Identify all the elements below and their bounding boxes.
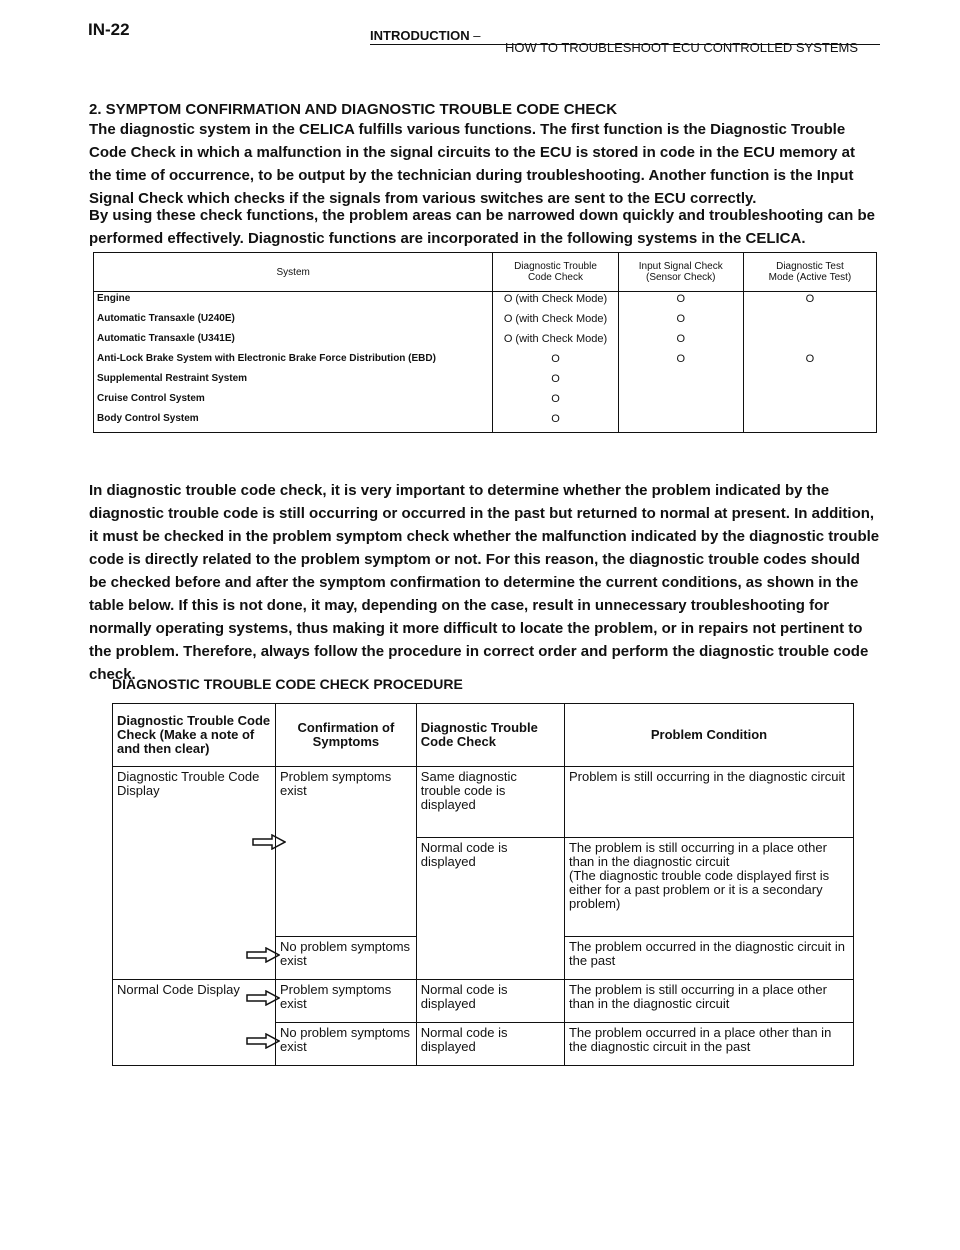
table-row: Anti-Lock Brake System with Electronic Brake Force Distribution (EBD) O O O bbox=[94, 352, 877, 372]
procedure-table bbox=[112, 703, 854, 1066]
procedure-heading: DIAGNOSTIC TROUBLE CODE CHECK PROCEDURE bbox=[112, 676, 463, 692]
symptoms-exist-cell: Problem symptoms exist bbox=[276, 980, 417, 1023]
systems-header-test: Diagnostic Test Mode (Active Test) bbox=[743, 253, 876, 292]
intro-paragraph-2: By using these check functions, the problem areas can be narrowed down quickly and troubleshooting can be performed effectively. Diagnostic functions are incorporated in the following systems in the CELICA. bbox=[89, 207, 875, 247]
table-row: Automatic Transaxle (U240E) O (with Check Mode) O bbox=[94, 312, 877, 332]
symptoms-exist-cell: Problem symptoms exist bbox=[276, 767, 417, 937]
no-symptoms-cell: No problem symptoms exist bbox=[276, 1023, 417, 1066]
table-row: Body Control System O bbox=[94, 412, 877, 433]
normal-display-cell: Normal Code Display bbox=[113, 980, 276, 1066]
normal-code-cell: Normal code is displayed bbox=[416, 838, 564, 980]
condition-cell: Problem is still occurring in the diagnostic circuit bbox=[564, 767, 853, 838]
section-heading: 2. SYMPTOM CONFIRMATION AND DIAGNOSTIC TROUBLE CODE CHECK bbox=[89, 101, 618, 118]
page-header bbox=[370, 28, 858, 55]
normal-code-cell: Normal code is displayed bbox=[416, 980, 564, 1023]
condition-cell: The problem is still occurring in a place other than in the diagnostic circuit (The diagnostic trouble code displayed first is either for a past problem or it is a secondary problem) bbox=[564, 838, 853, 937]
header-section: INTRODUCTION bbox=[370, 28, 470, 43]
arrow-right-icon bbox=[252, 834, 412, 853]
page-number: IN-22 bbox=[88, 20, 130, 39]
no-symptoms-cell: No problem symptoms exist bbox=[276, 937, 417, 980]
proc-header-dtc-second: Diagnostic Trouble Code Check bbox=[416, 704, 564, 767]
condition-cell: The problem occurred in the diagnostic circuit in the past bbox=[564, 937, 853, 980]
table-row: Supplemental Restraint System O bbox=[94, 372, 877, 392]
header-title: HOW TO TROUBLESHOOT ECU CONTROLLED SYSTEMS bbox=[505, 40, 858, 55]
condition-cell: The problem is still occurring in a place other than in the diagnostic circuit bbox=[564, 980, 853, 1023]
table-row bbox=[113, 767, 854, 838]
table-row: Engine O (with Check Mode) O O bbox=[94, 292, 877, 313]
proc-header-dtc-first: Diagnostic Trouble Code Check (Make a note of and then clear) bbox=[113, 704, 276, 767]
condition-cell: The problem occurred in a place other than in the diagnostic circuit in the past bbox=[564, 1023, 853, 1066]
systems-header-dtc: Diagnostic Trouble Code Check bbox=[493, 253, 618, 292]
proc-header-condition: Problem Condition bbox=[564, 704, 853, 767]
arrow-right-icon bbox=[246, 947, 280, 963]
table-row: Cruise Control System O bbox=[94, 392, 877, 412]
normal-code-cell: Normal code is displayed bbox=[416, 1023, 564, 1066]
systems-header-system: System bbox=[94, 253, 493, 292]
body-paragraph-3: In diagnostic trouble code check, it is very important to determine whether the problem indicated by the diagnostic trouble code is still occurring or occurred in the past but returned to normal at present. In addition, it must be checked in the problem symptom check whether the malfunction indicated by the diagnostic trouble code is directly related to the problem symptom or not. For this reason, the diagnostic trouble codes should be checked before and after the symptom confirmation to determine the current conditions, as shown in the table below. If this is not done, it may, depending on the case, result in unnecessary troubleshooting for normally operating systems, thus making it more difficult to locate the problem, or in repairs not pertinent to the problem. Therefore, always follow the procedure in correct order and perform the diagnostic trouble code check. bbox=[89, 482, 880, 683]
systems-header-input: Input Signal Check (Sensor Check) bbox=[618, 253, 743, 292]
arrow-right-icon bbox=[246, 1033, 280, 1049]
systems-table bbox=[93, 252, 877, 433]
intro-paragraph-1: The diagnostic system in the CELICA fulfills various functions. The first function is the Diagnostic Trouble Code Check in which a malfunction in the signal circuits to the ECU is stored in code in the ECU memory at the time of occurrence, to be output by the technician during troubleshooting. Another function is the Input Signal Check which checks if the signals from various switches are sent to the ECU correctly. bbox=[89, 121, 855, 207]
proc-header-confirmation: Confirmation of Symptoms bbox=[276, 704, 417, 767]
table-row bbox=[113, 980, 854, 1023]
arrow-right-icon bbox=[246, 990, 280, 1006]
dtc-display-cell: Diagnostic Trouble Code Display bbox=[113, 767, 276, 980]
header-separator: – bbox=[473, 28, 481, 43]
header-rule bbox=[370, 44, 880, 45]
same-code-cell: Same diagnostic trouble code is displayed bbox=[416, 767, 564, 838]
table-row: Automatic Transaxle (U341E) O (with Check Mode) O bbox=[94, 332, 877, 352]
